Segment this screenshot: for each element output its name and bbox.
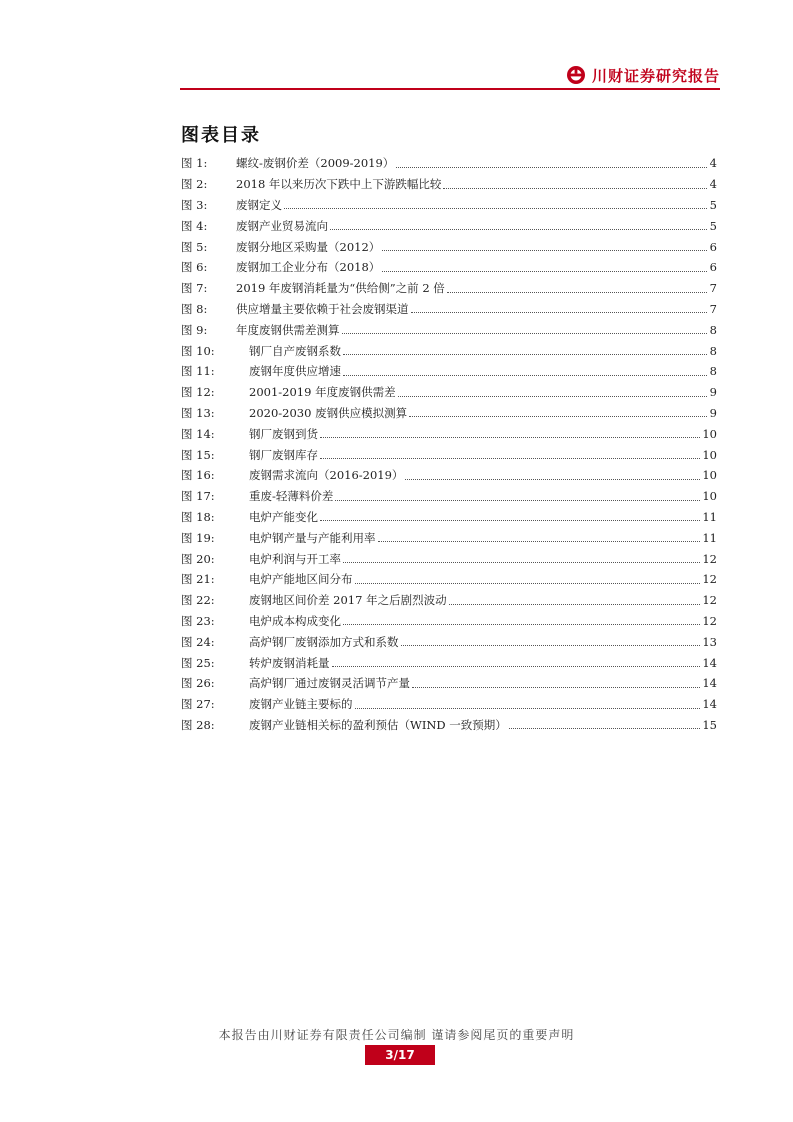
toc-dot-leader (447, 291, 707, 293)
toc-entry-label: 图 7: (181, 281, 208, 296)
toc-entry-label: 图 25: (181, 655, 215, 670)
toc-entry-title: 钢厂废钢库存 (249, 447, 318, 462)
toc-entry-title: 电炉钢产量与产能利用率 (249, 530, 376, 545)
toc-entry[interactable] (181, 382, 717, 403)
toc-entry[interactable] (181, 486, 717, 507)
toc-entry[interactable] (181, 153, 717, 174)
toc-entry[interactable] (181, 195, 717, 216)
toc-dot-leader (342, 332, 708, 334)
toc-entry[interactable] (181, 548, 717, 569)
toc-entry-page: 9 (709, 405, 717, 420)
toc-entry[interactable] (181, 527, 717, 548)
header-title: 川财证券研究报告 (591, 66, 720, 85)
toc-entry-title: 2001-2019 年度废钢供需差 (249, 385, 396, 400)
toc-dot-leader (320, 436, 700, 438)
toc-dot-leader (343, 374, 707, 376)
toc-entry[interactable] (181, 652, 717, 673)
toc-entry[interactable] (181, 569, 717, 590)
toc-entry-title: 废钢地区间价差 2017 年之后剧烈波动 (249, 593, 447, 608)
toc-entry-title: 废钢产业贸易流向 (236, 218, 328, 233)
toc-entry-label: 图 10: (181, 343, 215, 358)
toc-dot-leader (405, 478, 700, 480)
toc-entry[interactable] (181, 299, 717, 320)
toc-entry[interactable] (181, 631, 717, 652)
toc-entry-label: 图 19: (181, 530, 215, 545)
toc-dot-leader (320, 519, 700, 521)
toc-entry-title: 2019 年废钢消耗量为“供给侧”之前 2 倍 (236, 281, 445, 296)
toc-entry-page: 8 (709, 322, 717, 337)
toc-entry-label: 图 28: (181, 717, 215, 732)
toc-dot-leader (409, 415, 707, 417)
toc-entry-page: 12 (702, 572, 717, 587)
toc-entry-label: 图 27: (181, 697, 215, 712)
toc-entry-label: 图 12: (181, 385, 215, 400)
toc-entry-title: 高炉钢厂废钢添加方式和系数 (249, 634, 399, 649)
toc-entry[interactable] (181, 444, 717, 465)
toc-entry[interactable] (181, 590, 717, 611)
toc-entry-label: 图 24: (181, 634, 215, 649)
toc-entry-page: 13 (702, 634, 717, 649)
toc-entry-title: 废钢年度供应增速 (249, 364, 341, 379)
toc-entry-page: 10 (702, 489, 717, 504)
toc-dot-leader (449, 603, 701, 605)
toc-entry-label: 图 14: (181, 426, 215, 441)
toc-entry-page: 14 (702, 676, 717, 691)
toc-entry-label: 图 9: (181, 322, 208, 337)
toc-entry[interactable] (181, 423, 717, 444)
toc-dot-leader (412, 686, 700, 688)
toc-dot-leader (378, 540, 701, 542)
toc-entry-label: 图 16: (181, 468, 215, 483)
toc-dot-leader (398, 395, 707, 397)
toc-dot-leader (284, 207, 707, 209)
toc-entry-label: 图 21: (181, 572, 215, 587)
toc-entry[interactable] (181, 278, 717, 299)
toc-entry[interactable] (181, 236, 717, 257)
toc-entry-label: 图 11: (181, 364, 215, 379)
toc-dot-leader (509, 727, 701, 729)
toc-entry[interactable] (181, 611, 717, 632)
toc-dot-leader (343, 623, 700, 625)
toc-entry-page: 6 (709, 239, 717, 254)
toc-dot-leader (382, 249, 707, 251)
toc-entry[interactable] (181, 694, 717, 715)
toc-dot-leader (443, 187, 707, 189)
toc-entry-page: 14 (702, 655, 717, 670)
toc-dot-leader (355, 707, 701, 709)
toc-entry-label: 图 20: (181, 551, 215, 566)
toc-dot-leader (355, 582, 701, 584)
toc-title: 图表目录 (181, 125, 261, 146)
toc-dot-leader (320, 457, 700, 459)
toc-entry-label: 图 18: (181, 509, 215, 524)
toc-entry-title: 废钢分地区采购量（2012） (236, 239, 381, 254)
toc-dot-leader (330, 228, 707, 230)
toc-entry[interactable] (181, 715, 717, 736)
toc-entry-page: 11 (702, 530, 717, 545)
toc-dot-leader (335, 499, 700, 501)
toc-entry-label: 图 23: (181, 613, 215, 628)
toc-entry[interactable] (181, 465, 717, 486)
toc-dot-leader (396, 166, 707, 168)
toc-entry-title: 转炉废钢消耗量 (249, 655, 330, 670)
toc-entry-page: 7 (709, 281, 717, 296)
toc-entry-page: 8 (709, 364, 717, 379)
toc-entry-page: 14 (702, 697, 717, 712)
toc-entry-label: 图 13: (181, 405, 215, 420)
toc-entry-title: 高炉钢厂通过废钢灵活调节产量 (249, 676, 410, 691)
toc-entry-title: 重废-轻薄料价差 (249, 489, 334, 504)
toc-entry-title: 电炉产能变化 (249, 509, 318, 524)
toc-entry-title: 钢厂自产废钢系数 (249, 343, 341, 358)
toc-entry-page: 4 (709, 177, 717, 192)
toc-entry[interactable] (181, 403, 717, 424)
toc-entry-label: 图 6: (181, 260, 208, 275)
toc-dot-leader (411, 311, 708, 313)
toc-entry-label: 图 5: (181, 239, 208, 254)
toc-entry-title: 电炉利润与开工率 (249, 551, 341, 566)
toc-entry[interactable] (181, 507, 717, 528)
toc-entry-title: 废钢加工企业分布（2018） (236, 260, 381, 275)
report-header (180, 62, 720, 88)
toc-entry[interactable] (181, 361, 717, 382)
toc-entry-title: 螺纹-废钢价差（2009-2019） (236, 156, 395, 171)
toc-entry-title: 2020-2030 废钢供应模拟测算 (249, 405, 408, 420)
toc-dot-leader (343, 353, 707, 355)
toc-entry-title: 电炉产能地区间分布 (249, 572, 353, 587)
toc-entry[interactable] (181, 673, 717, 694)
toc-dot-leader (401, 644, 701, 646)
toc-entry-title: 电炉成本构成变化 (249, 613, 341, 628)
toc-entry-label: 图 26: (181, 676, 215, 691)
toc-entry-page: 11 (702, 509, 717, 524)
toc-entry-title: 废钢产业链相关标的盈利预估（WIND 一致预期） (249, 717, 507, 732)
toc-entry-page: 12 (702, 593, 717, 608)
toc-dot-leader (382, 270, 707, 272)
toc-entry-page: 12 (702, 613, 717, 628)
toc-entry-page: 9 (709, 385, 717, 400)
toc-entry-title: 供应增量主要依赖于社会废钢渠道 (236, 301, 409, 316)
toc-entry-label: 图 17: (181, 489, 215, 504)
toc-entry-page: 10 (702, 468, 717, 483)
toc-entry-title: 2018 年以来历次下跌中上下游跌幅比较 (236, 177, 442, 192)
toc-entry-label: 图 2: (181, 177, 208, 192)
toc-entry-title: 废钢定义 (236, 197, 282, 212)
toc-entry-title: 钢厂废钢到货 (249, 426, 318, 441)
toc-entry[interactable] (181, 319, 717, 340)
toc-entry-page: 8 (709, 343, 717, 358)
chuancai-logo-icon (566, 65, 586, 85)
toc-entry-page: 10 (702, 447, 717, 462)
toc-dot-leader (343, 561, 700, 563)
toc-entry-page: 12 (702, 551, 717, 566)
toc-entry-page: 15 (702, 717, 717, 732)
toc-dot-leader (332, 665, 701, 667)
toc-entry-page: 4 (709, 156, 717, 171)
header-divider (180, 88, 720, 90)
toc-entry-label: 图 15: (181, 447, 215, 462)
toc-entry-title: 废钢需求流向（2016-2019） (249, 468, 404, 483)
page-number-badge: 3/17 (365, 1045, 435, 1065)
toc-entry[interactable] (181, 174, 717, 195)
toc-entry-page: 6 (709, 260, 717, 275)
toc-entry-label: 图 1: (181, 156, 208, 171)
toc-entry-label: 图 3: (181, 197, 208, 212)
toc-entry[interactable] (181, 257, 717, 278)
toc-entry-page: 7 (709, 301, 717, 316)
toc-entry-page: 10 (702, 426, 717, 441)
toc-entry-page: 5 (709, 197, 717, 212)
toc-entry[interactable] (181, 215, 717, 236)
toc-entry-title: 年度废钢供需差测算 (236, 322, 340, 337)
toc-entry-page: 5 (709, 218, 717, 233)
toc-entry[interactable] (181, 340, 717, 361)
toc-entry-title: 废钢产业链主要标的 (249, 697, 353, 712)
toc-entry-label: 图 22: (181, 593, 215, 608)
footer-disclaimer: 本报告由川财证券有限责任公司编制 谨请参阅尾页的重要声明 (218, 1028, 575, 1042)
toc-entry-label: 图 4: (181, 218, 208, 233)
toc-entry-label: 图 8: (181, 301, 208, 316)
toc-list (181, 153, 717, 735)
